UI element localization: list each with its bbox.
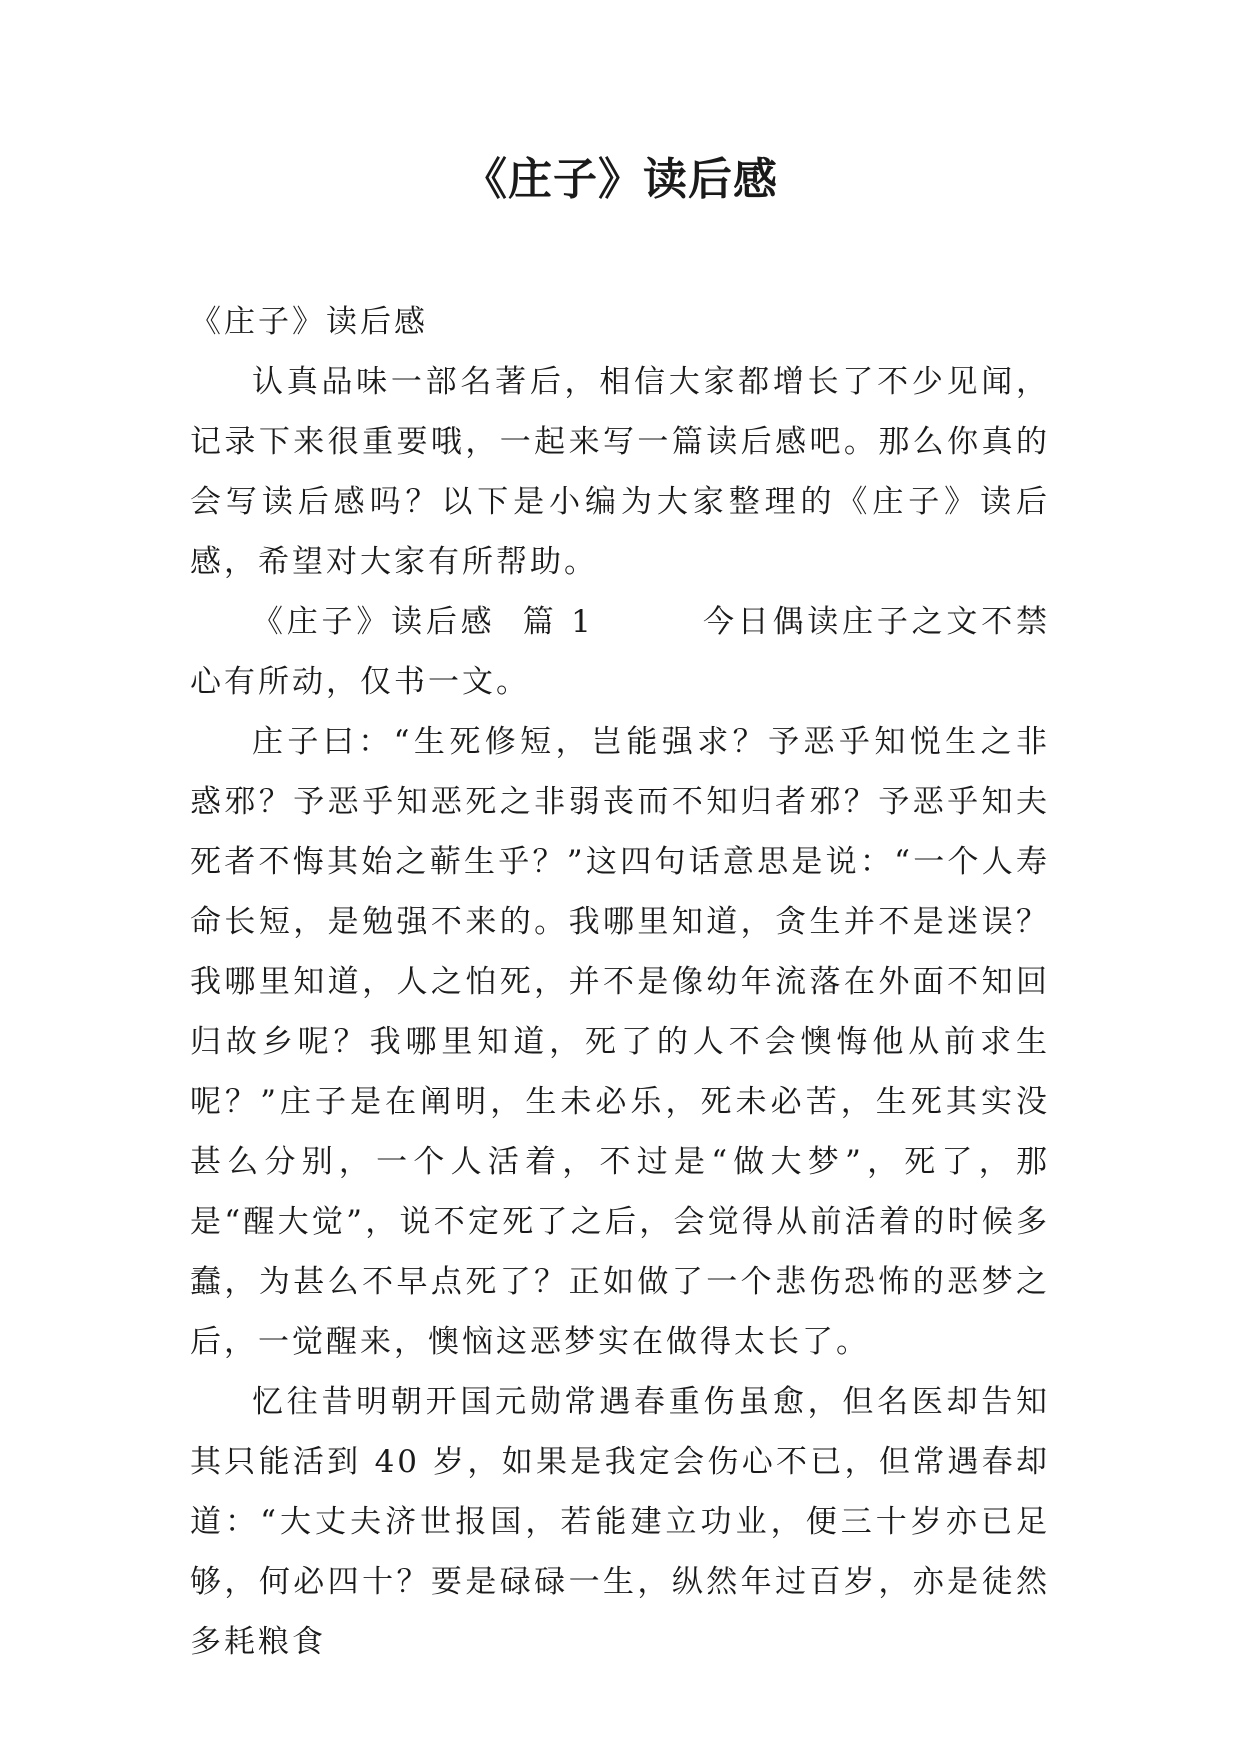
body-paragraph: 忆往昔明朝开国元勋常遇春重伤虽愈，但名医却告知其只能活到 40 岁，如果是我定会伤心不已，但常遇春却道：“大丈夫济世报国，若能建立功业，便三十岁亦已足够，何必四十？要是碌碌一生，纵然年过百岁，亦是徒然多耗粮食 <box>190 1384 1050 1660</box>
document-title: 《庄子》读后感 <box>463 154 778 205</box>
body-paragraph: 庄子曰：“生死修短，岂能强求？予恶乎知悦生之非惑邪？予恶乎知恶死之非弱丧而不知归者邪？予恶乎知夫死者不悔其始之蕲生乎？”这四句话意思是说：“一个人寿命长短，是勉强不来的。我哪里知道，贪生并不是迷误？我哪里知道，人之怕死，并不是像幼年流落在外面不知回归故乡呢？我哪里知道，死了的人不会懊悔他从前求生呢？”庄子是在阐明，生未必乐，死未必苦，生死其实没甚么分别，一个人活着，不过是“做大梦”，死了，那是“醒大觉”，说不定死了之后，会觉得从前活着的时候多蠢，为甚么不早点死了？正如做了一个悲伤恐怖的恶梦之后，一觉醒来，懊恼这恶梦实在做得太长了。 <box>190 724 1050 1360</box>
document-subtitle: 《庄子》读后感 <box>190 304 428 340</box>
section-heading-paragraph: 《庄子》读后感 篇 1 今日偶读庄子之文不禁心有所动，仅书一文。 <box>190 604 1050 700</box>
document-body <box>190 292 1050 1672</box>
body-paragraph: 认真品味一部名著后，相信大家都增长了不少见闻，记录下来很重要哦，一起来写一篇读后感吧。那么你真的会写读后感吗？以下是小编为大家整理的《庄子》读后感，希望对大家有所帮助。 <box>190 364 1050 580</box>
